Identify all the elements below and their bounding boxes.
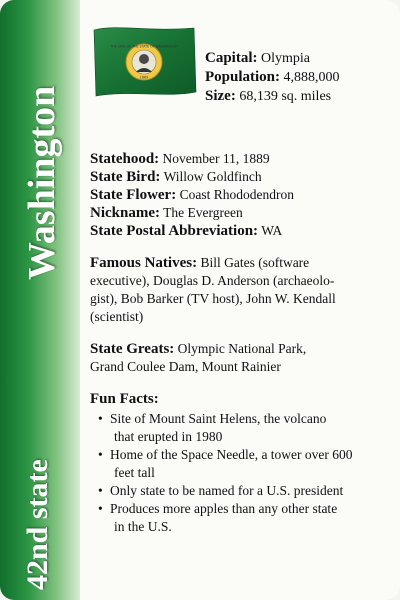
fun-fact-4-line-1: Produces more apples than any other state xyxy=(110,501,338,516)
state-rank-vertical: 42nd state xyxy=(21,459,54,590)
state-name-vertical: Washington xyxy=(21,85,63,280)
list-item: • Home of the Space Needle, a tower over 600 feet tall xyxy=(98,447,353,480)
sidebar-band xyxy=(0,0,80,600)
fun-fact-2-line-1: Home of the Space Needle, a tower over 600 xyxy=(110,447,353,462)
nickname-label: Nickname: xyxy=(90,205,160,221)
fun-facts-label: Fun Facts: xyxy=(90,391,159,407)
fun-fact-4-line-2: in the U.S. xyxy=(114,519,172,534)
bird-label: State Bird: xyxy=(90,169,161,185)
natives-line-4: (scientist) xyxy=(90,309,144,324)
natives-line-1: Bill Gates (software xyxy=(200,255,310,270)
fun-fact-3-line-1: Only state to be named for a U.S. president xyxy=(110,483,344,498)
top-facts xyxy=(205,49,395,106)
fun-fact-1-line-1: Site of Mount Saint Helens, the volcano xyxy=(110,411,327,426)
statehood-value: November 11, 1889 xyxy=(162,151,270,166)
fun-fact-1-line-2: that erupted in 1980 xyxy=(114,429,223,444)
nickname-value: The Evergreen xyxy=(163,205,243,220)
capital-label: Capital: xyxy=(205,50,258,66)
size-value: 68,139 sq. miles xyxy=(239,89,332,104)
greats-line-2: Grand Coulee Dam, Mount Rainier xyxy=(90,359,281,374)
flag-seal-year: 1889 xyxy=(139,75,149,80)
greats-line-1: Olympic National Park, xyxy=(177,341,307,356)
flower-label: State Flower: xyxy=(90,187,177,203)
flag-seal-text: THE SEAL OF THE STATE OF WASHINGTON xyxy=(110,44,178,49)
list-item: • Site of Mount Saint Helens, the volcano that erupted in 1980 xyxy=(98,411,327,444)
facts-body xyxy=(90,150,390,536)
list-item: • Only state to be named for a U.S. president xyxy=(98,483,344,498)
fun-fact-2-line-2: feet tall xyxy=(114,465,155,480)
fun-facts-list xyxy=(90,410,390,536)
size-label: Size: xyxy=(205,88,236,104)
list-item: • Produces more apples than any other state in the U.S. xyxy=(98,501,338,534)
natives-line-3: gist), Bob Barker (TV host), John W. Kendall xyxy=(90,291,336,306)
abbr-value: WA xyxy=(261,223,283,238)
capital-value: Olympia xyxy=(261,51,310,66)
state-flag xyxy=(88,22,200,102)
greats-label: State Greats: xyxy=(90,341,175,357)
natives-label: Famous Natives: xyxy=(90,255,198,271)
flower-value: Coast Rhododendron xyxy=(179,187,294,202)
natives-line-2: executive), Douglas D. Anderson (archaeolo- xyxy=(90,273,335,288)
population-label: Population: xyxy=(205,69,281,85)
bird-value: Willow Goldfinch xyxy=(163,169,262,184)
population-value: 4,888,000 xyxy=(283,70,340,85)
abbr-label: State Postal Abbreviation: xyxy=(90,223,259,239)
statehood-label: Statehood: xyxy=(90,151,160,167)
